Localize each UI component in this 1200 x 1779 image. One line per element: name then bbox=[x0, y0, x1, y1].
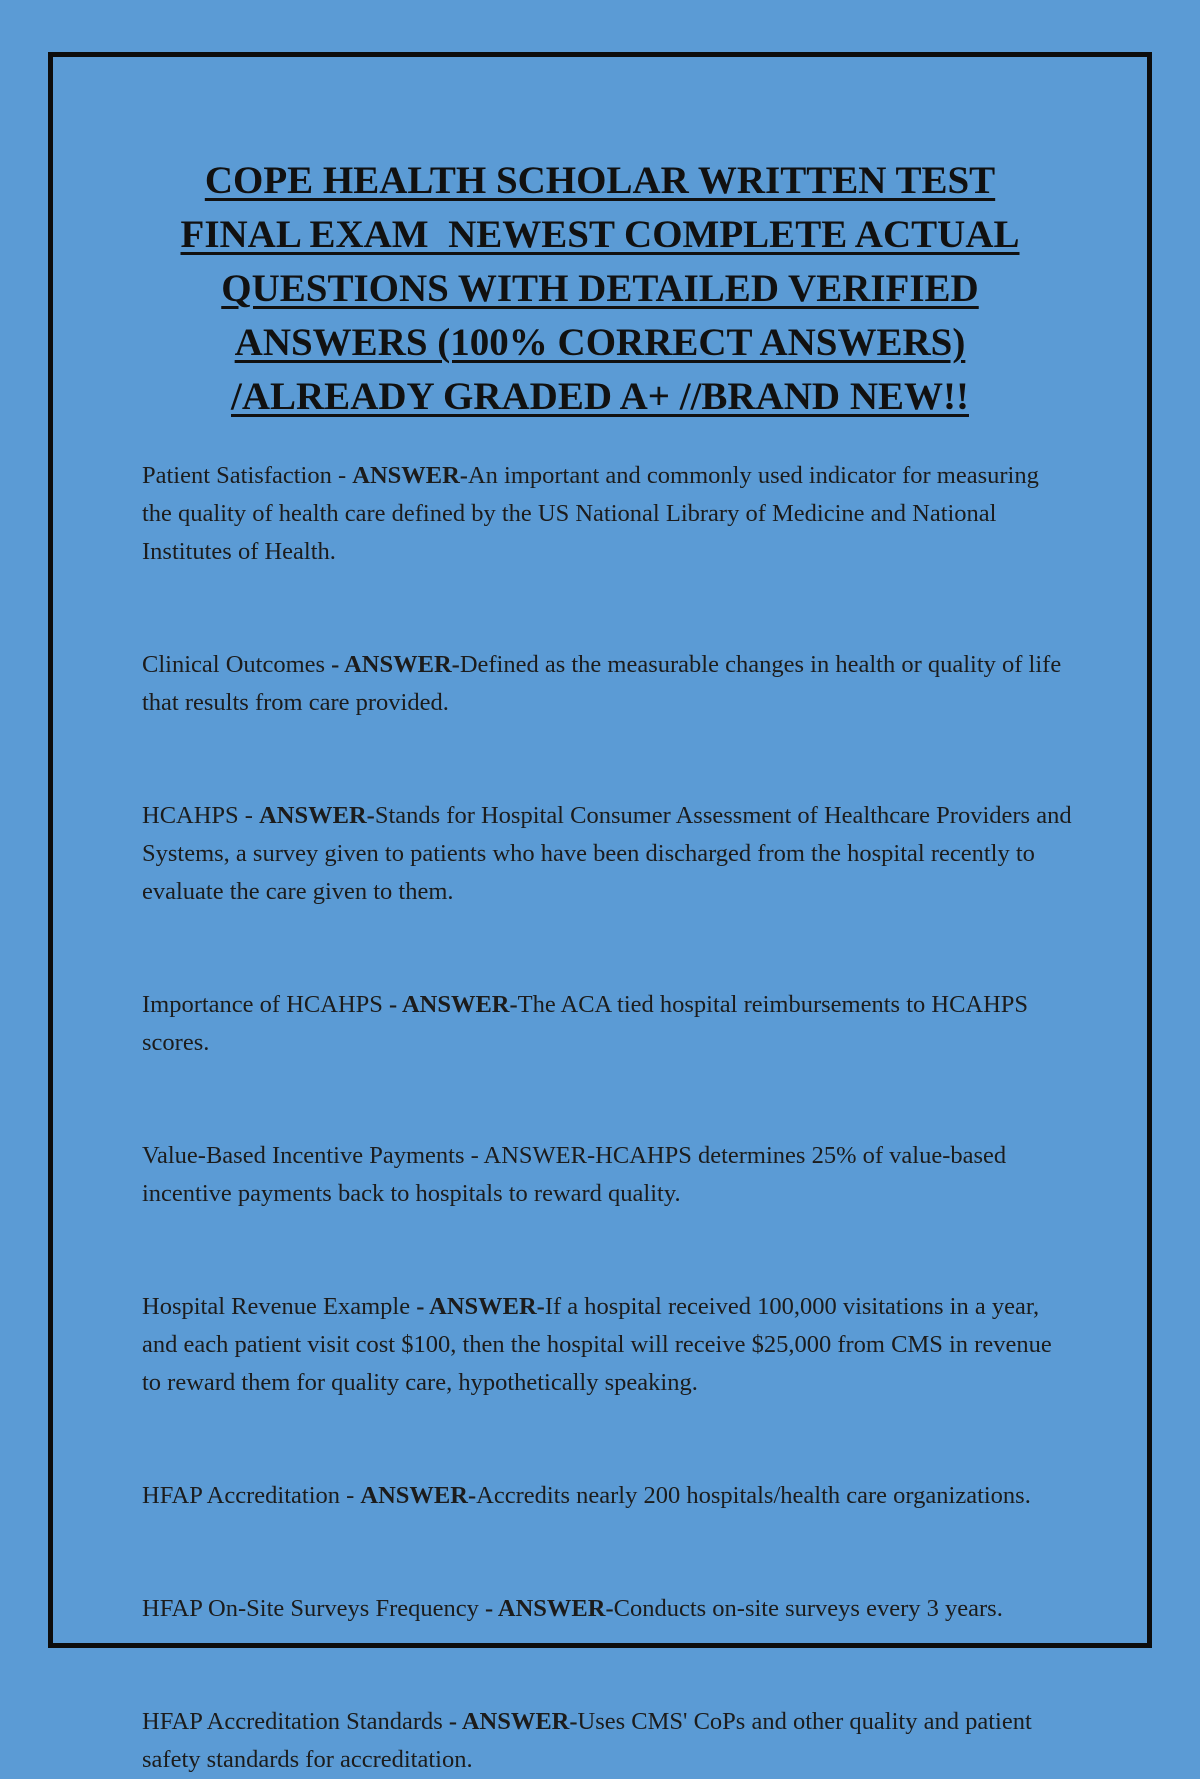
title-line: ANSWERS (100% CORRECT ANSWERS) bbox=[234, 321, 966, 364]
answer-marker: - ANSWER- bbox=[448, 1708, 578, 1735]
entry-definition: Uses CMS' CoPs and other quality and patient safety standards for accreditation. bbox=[142, 1708, 1032, 1773]
answer-marker: - ANSWER- bbox=[416, 1293, 545, 1320]
qa-entry-patient-satisfaction bbox=[142, 457, 1072, 571]
entry-term: Patient Satisfaction - bbox=[142, 462, 353, 489]
entry-term: Clinical Outcomes bbox=[142, 651, 332, 678]
entry-term: HCAHPS - bbox=[142, 802, 260, 829]
qa-entry-hospital-revenue bbox=[142, 1288, 1072, 1402]
entry-term: Importance of HCAHPS bbox=[142, 991, 390, 1018]
title-line: FINAL EXAM NEWEST COMPLETE ACTUAL bbox=[180, 213, 1020, 256]
entry-term: Hospital Revenue Example bbox=[142, 1293, 417, 1320]
title-line: QUESTIONS WITH DETAILED VERIFIED bbox=[221, 267, 979, 310]
qa-entry-hfap-accreditation bbox=[142, 1477, 1072, 1515]
qa-entry-hfap-surveys-frequency bbox=[142, 1590, 1072, 1628]
qa-entry-value-based-incentive bbox=[142, 1137, 1072, 1213]
entry-term: HFAP Accreditation - bbox=[142, 1482, 361, 1509]
qa-entry-importance-of-hcahps bbox=[142, 986, 1072, 1062]
qa-entry-hcahps bbox=[142, 797, 1072, 911]
answer-marker: - ANSWER- bbox=[484, 1595, 614, 1622]
document-title bbox=[0, 154, 1200, 424]
qa-list bbox=[142, 457, 1072, 1779]
entry-definition: An important and commonly used indicator for measuring the quality of health care defined by the US National Library of Medicine and National Institutes of Health. bbox=[142, 462, 1039, 565]
answer-marker: ANSWER- bbox=[360, 1482, 477, 1509]
entry-definition: The ACA tied hospital reimbursements to HCAHPS scores. bbox=[142, 991, 1029, 1056]
entry-definition: Defined as the measurable changes in health or quality of life that results from care provided. bbox=[142, 651, 1062, 716]
entry-definition: HCAHPS determines 25% of value-based incentive payments back to hospitals to reward quality. bbox=[142, 1142, 1007, 1207]
entry-definition: Conducts on-site surveys every 3 years. bbox=[613, 1595, 1003, 1622]
entry-definition: If a hospital received 100,000 visitations in a year, and each patient visit cost $100, then the hospital will receive $25,000 from CMS in revenue to reward them for quality care, hypothetically speaking. bbox=[142, 1293, 1052, 1396]
title-line: COPE HEALTH SCHOLAR WRITTEN TEST bbox=[204, 159, 996, 202]
entry-term: HFAP Accreditation Standards bbox=[142, 1708, 449, 1735]
answer-marker: ANSWER- bbox=[352, 462, 468, 489]
answer-marker: - ANSWER- bbox=[389, 991, 518, 1018]
qa-entry-clinical-outcomes bbox=[142, 646, 1072, 722]
qa-entry-hfap-standards bbox=[142, 1703, 1072, 1779]
entry-definition: Stands for Hospital Consumer Assessment of Healthcare Providers and Systems, a survey given to patients who have been discharged from the hospital recently to evaluate the care given to them. bbox=[142, 802, 1072, 905]
entry-term: HFAP On-Site Surveys Frequency bbox=[142, 1595, 485, 1622]
answer-marker: ANSWER- bbox=[259, 802, 375, 829]
entry-definition: Accredits nearly 200 hospitals/health care organizations. bbox=[476, 1482, 1031, 1509]
answer-marker: - ANSWER- bbox=[331, 651, 460, 678]
entry-term: Value-Based Incentive Payments - ANSWER- bbox=[142, 1142, 596, 1169]
title-line: /ALREADY GRADED A+ //BRAND NEW!! bbox=[231, 375, 969, 418]
